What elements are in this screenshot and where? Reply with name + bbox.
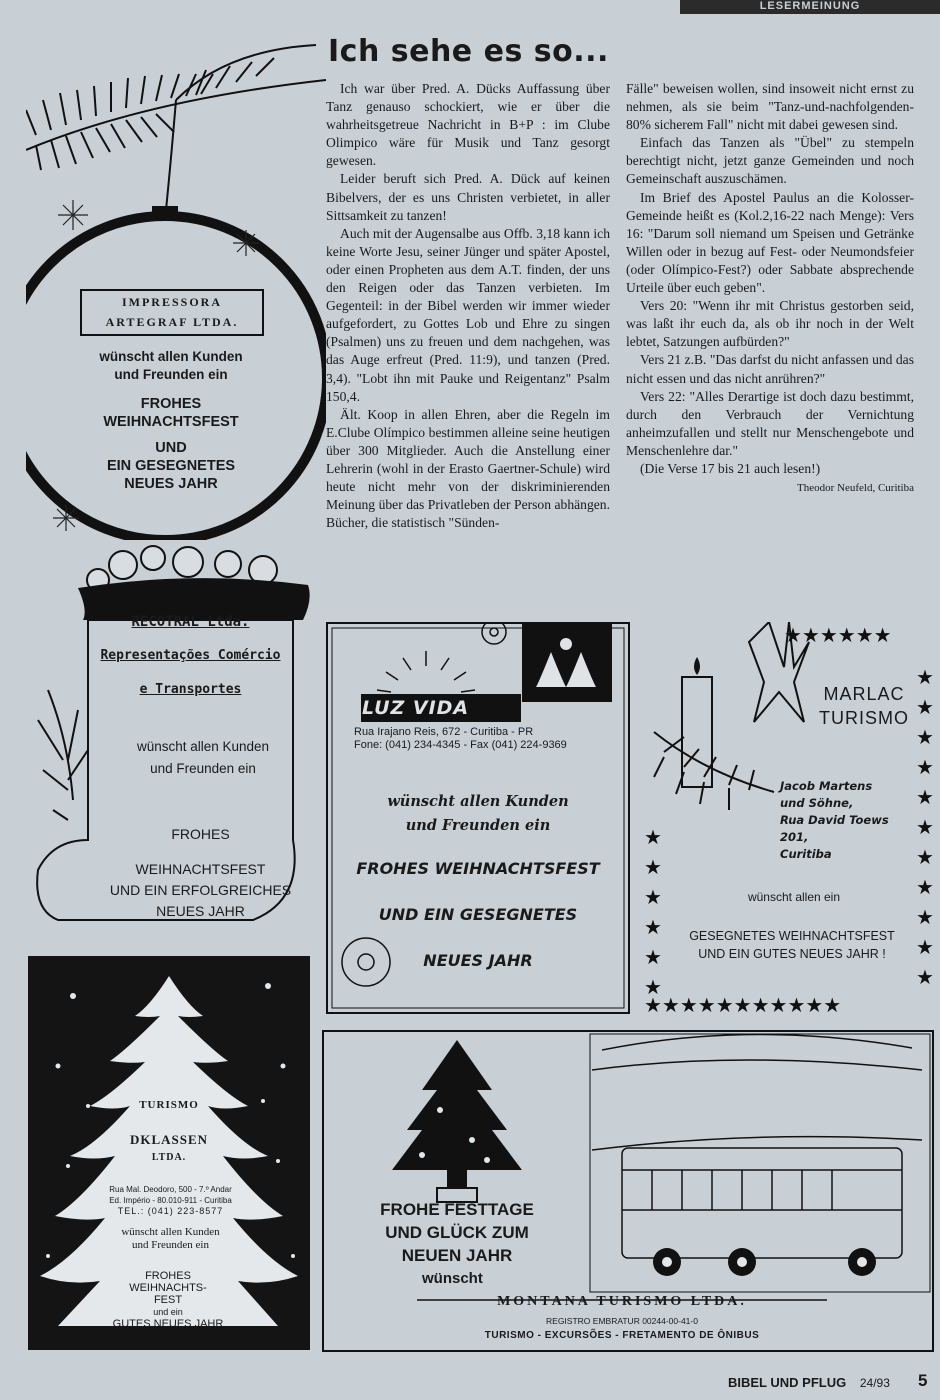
svg-text:★: ★: [916, 875, 934, 899]
wish-line: FROHES: [145, 1270, 191, 1282]
svg-text:★: ★: [916, 695, 934, 719]
paragraph: Ich war über Pred. A. Dücks Auffassung über Tanz genauso schockiert, wie er über die wahrheitsgetreue Nachricht in B+P : im Clube Olimpico wäre für Musik und Tanz gesorgt gewesen.: [326, 81, 610, 169]
paragraph: Auch mit der Augensalbe aus Offb. 3,18 kann ich keine Worte Jesu, seiner Jünger und später Apostel, oder einen Propheten aus dem A.T. finden, der uns den Reigen oder das Tanzen verbieten. Im Gegenteil: in der Bibel werden wir immer wieder aufgefordert, zu Gottes Lob und Ehre zu singen (Psalmen) uns zu freuen und dem nachgehen, was das Auge erfreut (Pred. 11:9), und tanzen (Pred. 3,4). "Lobt ihn mit Pauke und Reigentanz" Psalm 150,4.: [326, 225, 610, 404]
svg-text:★: ★: [644, 855, 662, 879]
dklassen-t3: LTDA.: [151, 1152, 187, 1163]
ad-marlac: [644, 622, 934, 1016]
paragraph: Im Brief des Apostel Paulus an die Kolosser-Gemeinde heißt es (Kol.2,16-22 nach Menge): Vers 16: "Darum soll niemand um Speisen und Getränke Willen oder in bezug auf Fest- oder Neumondsfeier (oder Olímpico-Fest?) oder Sabbate absprechende Urteile über euch geben".: [626, 189, 914, 296]
address-line: Ed. Império - 80.010-911 - Curitiba: [109, 1196, 232, 1205]
svg-text:★: ★: [644, 915, 662, 939]
artegraf-name-2: ARTEGRAF LTDA.: [105, 315, 239, 329]
svg-text:★: ★: [644, 945, 662, 969]
owner-line: und Söhne,: [780, 796, 854, 810]
greeting-line: wünscht allen ein: [747, 890, 841, 904]
wish-line: FROHES: [171, 826, 230, 842]
wish-line: UND EIN GESEGNETES: [378, 905, 578, 924]
registration: REGISTRO EMBRATUR 00244-00-41-0: [546, 1316, 698, 1326]
svg-text:★: ★: [916, 785, 934, 809]
ad-luzvida: [326, 622, 630, 1014]
artegraf-name-1: IMPRESSORA: [121, 295, 222, 309]
address-line: Rua Mal. Deodoro, 500 - 7.º Andar: [109, 1185, 232, 1194]
wish-line: FROHES WEIHNACHTSFEST: [356, 859, 600, 878]
address-line: Curitiba: [780, 847, 832, 861]
greeting-line: wünscht allen Kunden: [121, 1226, 220, 1238]
greeting-line: wünscht allen Kunden: [136, 739, 270, 754]
ad-recotral: [28, 540, 318, 950]
ad-dklassen: [28, 956, 310, 1350]
address-line: Rua David Toews 201,: [780, 813, 889, 844]
wish-line: NEUES JAHR: [423, 951, 533, 970]
section-label: LESERMEINUNG: [680, 0, 940, 14]
luzvida-logo: LUZ VIDA: [362, 697, 470, 719]
footer-title: BIBEL UND PFLUG: [728, 1375, 847, 1390]
svg-text:★: ★: [644, 885, 662, 909]
wish-line: UND EIN GUTES NEUES JAHR !: [698, 947, 886, 961]
wish-line: und ein: [153, 1307, 183, 1317]
greeting-line: und Freunden ein: [150, 761, 256, 776]
paragraph: Einfach das Tanzen als "Übel" zu stempeln berechtigt nicht, jetzt ganze Gemeinden und noch Gemeinschaft auszuschämen.: [626, 135, 914, 187]
recotral-sub1: Representações Comércio: [100, 648, 281, 663]
wish-line: FROHES: [140, 396, 202, 412]
ad-artegraf: [26, 40, 326, 540]
paragraph: Vers 21 z.B. "Das darfst du nicht anfassen und das nicht essen und das nicht anrühren?": [626, 352, 914, 386]
greeting-line: und Freunden ein: [132, 1239, 209, 1251]
svg-text:★: ★: [916, 815, 934, 839]
svg-text:★: ★: [916, 845, 934, 869]
address-line: Rua Irajano Reis, 672 - Curitiba - PR: [354, 726, 534, 738]
wish-line: FEST: [153, 1294, 183, 1306]
montana-name: MONTANA TURISMO LTDA.: [497, 1294, 747, 1309]
greeting-line: wünscht allen Kunden: [99, 349, 243, 364]
article-column-1: [326, 80, 610, 532]
marlac-name-1: MARLAC: [823, 684, 905, 704]
wish-line: EIN GESEGNETES: [106, 458, 236, 474]
owner-line: Jacob Martens: [780, 779, 873, 793]
marlac-name-2: TURISMO: [819, 708, 909, 728]
article-headline: Ich sehe es so...: [328, 34, 609, 69]
greeting-line: wünscht allen Kunden: [387, 793, 569, 810]
svg-text:★: ★: [644, 825, 662, 849]
page-number: 5: [918, 1371, 928, 1390]
wish-line: UND: [155, 440, 187, 456]
svg-text:★: ★: [916, 935, 934, 959]
greeting-line: und Freunden ein: [405, 817, 551, 834]
slogan-line: NEUEN JAHR: [401, 1246, 513, 1265]
paragraph: Ält. Koop in allen Ehren, aber die Regeln im E.Clube Olímpico bestimmen alleine seine heutigen über 300 Mitglieder. Auch die Anstellung einer Lehrerin (wohl in der Erasto Gaertner-Schule) wird heute nicht mehr von der diskriminierenden Meinung über das Privatleben der Person abhängen. Bücher, die statistisch "Sünden-: [326, 406, 610, 531]
greeting-line: und Freunden ein: [114, 367, 228, 382]
wish-line: WEIHNACHTS-: [129, 1282, 207, 1294]
article-signature: Theodor Neufeld, Curitiba: [797, 482, 914, 495]
svg-text:★: ★: [916, 905, 934, 929]
wish-line: UND EIN ERFOLGREICHES: [109, 882, 292, 898]
paragraph: Fälle" beweisen wollen, sind insoweit nicht ernst zu nehmen, als sie beim "Tanz-und-nachfolgenden-80% sicherem Fall" nicht mit dabei gewesen sind.: [626, 81, 914, 133]
wish-line: NEUES JAHR: [124, 476, 218, 492]
wish-line: GESEGNETES WEIHNACHTSFEST: [689, 929, 895, 943]
phone: TEL.: (041) 223-8577: [117, 1206, 224, 1216]
slogan-line: FROHE FESTTAGE: [380, 1200, 534, 1219]
issue-number: 24/93: [859, 1376, 890, 1390]
svg-text:★: ★: [916, 755, 934, 779]
recotral-sub2: e Transportes: [139, 682, 242, 697]
svg-text:★★★★★★: ★★★★★★: [784, 623, 892, 647]
svg-text:★★★★★★★★★★★: ★★★★★★★★★★★: [644, 993, 842, 1016]
services: TURISMO - EXCURSÕES - FRETAMENTO DE ÔNIBUS: [484, 1330, 760, 1341]
ad-montana: [322, 1030, 934, 1352]
wish-line: WEIHNACHTSFEST: [135, 861, 266, 877]
dklassen-t2: DKLASSEN: [129, 1132, 209, 1147]
wish-line: WEIHNACHTSFEST: [103, 414, 239, 430]
slogan-line: UND GLÜCK ZUM: [385, 1223, 529, 1242]
svg-text:★: ★: [916, 965, 934, 989]
paragraph: Leider beruft sich Pred. A. Dück auf keinen Bibelvers, der es uns Christen verbietet, in aller Sittsamkeit zu tanzen!: [326, 171, 610, 223]
wish-line: GUTES NEUES JAHR: [112, 1318, 224, 1330]
dklassen-t1: TURISMO: [139, 1099, 199, 1111]
wish-line: NEUES JAHR: [156, 903, 245, 919]
article-column-2: [626, 80, 914, 497]
svg-text:★: ★: [644, 975, 662, 999]
svg-text:★: ★: [916, 725, 934, 749]
recotral-name: RECOTRAL Ltda.: [131, 614, 250, 630]
paragraph: (Die Verse 17 bis 21 auch lesen!): [640, 460, 821, 476]
phone: Fone: (041) 234-4345 - Fax (041) 224-9369: [354, 739, 567, 751]
paragraph: Vers 22: "Alles Derartige ist doch dazu bestimmt, durch den Verbrauch der Vernichtung anheimzufallen und stellt nur Menschengebote und Menschenlehre dar.": [626, 388, 914, 458]
paragraph: Vers 20: "Wenn ihr mit Christus gestorben seid, was laßt ihr euch da, als ob ihr noch in der Welt lebtet, Satzungen aufbürden?": [626, 298, 914, 350]
wish-line: wünscht: [422, 1270, 483, 1287]
svg-text:★: ★: [916, 665, 934, 689]
